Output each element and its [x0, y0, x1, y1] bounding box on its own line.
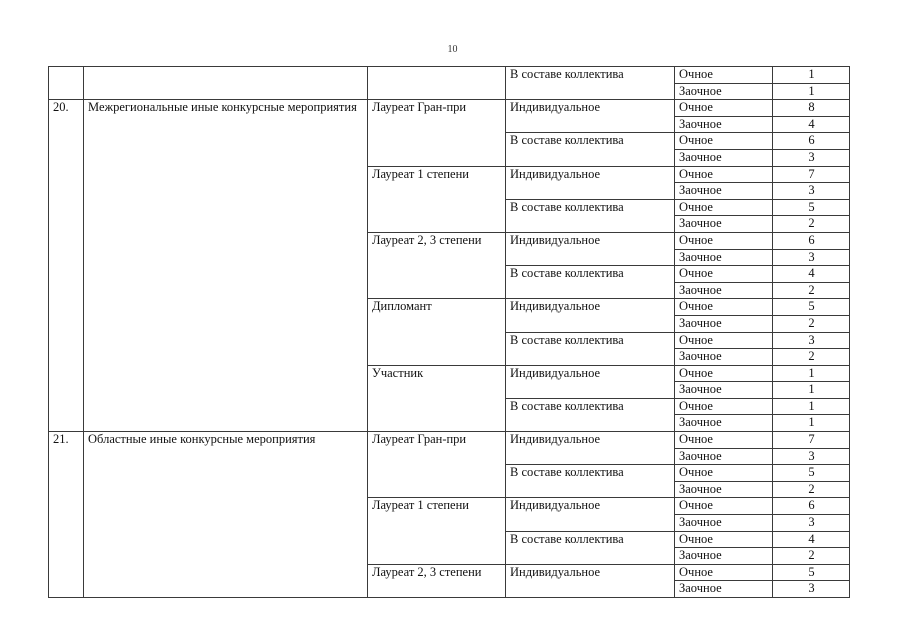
points-value: 8: [773, 100, 850, 117]
points-value: 1: [773, 365, 850, 382]
event-name: Межрегиональные иные конкурсные мероприятия: [84, 100, 368, 432]
participation-mode: Очное: [675, 232, 773, 249]
participation-type: В составе коллектива: [506, 465, 675, 498]
participation-mode: Заочное: [675, 116, 773, 133]
participation-type: В составе коллектива: [506, 398, 675, 431]
points-value: 2: [773, 481, 850, 498]
points-value: 1: [773, 83, 850, 100]
points-value: 3: [773, 448, 850, 465]
participation-mode: Заочное: [675, 216, 773, 233]
participation-type: В составе коллектива: [506, 67, 675, 100]
points-value: 4: [773, 266, 850, 283]
points-value: 6: [773, 498, 850, 515]
participation-mode: Заочное: [675, 315, 773, 332]
award-status: Лауреат 1 степени: [368, 166, 506, 232]
participation-mode: Заочное: [675, 249, 773, 266]
points-value: 3: [773, 581, 850, 598]
award-status: Лауреат 2, 3 степени: [368, 232, 506, 298]
participation-mode: Заочное: [675, 415, 773, 432]
points-value: 5: [773, 465, 850, 482]
event-name: [84, 67, 368, 100]
participation-mode: Очное: [675, 199, 773, 216]
participation-mode: Заочное: [675, 382, 773, 399]
item-number: 21.: [49, 432, 84, 598]
participation-type: Индивидуальное: [506, 100, 675, 133]
participation-mode: Очное: [675, 564, 773, 581]
participation-mode: Очное: [675, 465, 773, 482]
points-value: 3: [773, 515, 850, 532]
participation-mode: Заочное: [675, 481, 773, 498]
participation-type: Индивидуальное: [506, 365, 675, 398]
participation-type: Индивидуальное: [506, 432, 675, 465]
points-value: 1: [773, 382, 850, 399]
points-value: 2: [773, 548, 850, 565]
points-value: 2: [773, 349, 850, 366]
participation-mode: Заочное: [675, 183, 773, 200]
points-value: 2: [773, 282, 850, 299]
points-value: 2: [773, 315, 850, 332]
points-value: 7: [773, 432, 850, 449]
points-value: 4: [773, 116, 850, 133]
participation-mode: Очное: [675, 100, 773, 117]
participation-mode: Заочное: [675, 349, 773, 366]
participation-mode: Очное: [675, 67, 773, 84]
participation-type: В составе коллектива: [506, 199, 675, 232]
table-row: [49, 432, 850, 449]
points-value: 4: [773, 531, 850, 548]
participation-mode: Очное: [675, 166, 773, 183]
participation-mode: Очное: [675, 398, 773, 415]
participation-mode: Очное: [675, 365, 773, 382]
points-value: 6: [773, 232, 850, 249]
award-status: Лауреат 1 степени: [368, 498, 506, 564]
table-body: [49, 67, 850, 598]
participation-type: В составе коллектива: [506, 332, 675, 365]
points-value: 2: [773, 216, 850, 233]
points-value: 5: [773, 564, 850, 581]
participation-mode: Заочное: [675, 282, 773, 299]
points-value: 3: [773, 332, 850, 349]
participation-type: Индивидуальное: [506, 564, 675, 597]
participation-mode: Очное: [675, 332, 773, 349]
points-value: 6: [773, 133, 850, 150]
participation-mode: Заочное: [675, 448, 773, 465]
award-status: Дипломант: [368, 299, 506, 365]
award-status: Лауреат Гран-при: [368, 100, 506, 166]
participation-mode: Заочное: [675, 515, 773, 532]
points-value: 1: [773, 67, 850, 84]
table-row: [49, 100, 850, 117]
participation-type: В составе коллектива: [506, 133, 675, 166]
participation-mode: Очное: [675, 531, 773, 548]
participation-type: В составе коллектива: [506, 531, 675, 564]
participation-mode: Очное: [675, 498, 773, 515]
points-value: 1: [773, 398, 850, 415]
points-value: 3: [773, 149, 850, 166]
participation-mode: Очное: [675, 299, 773, 316]
item-number: 20.: [49, 100, 84, 432]
participation-type: Индивидуальное: [506, 498, 675, 531]
award-status: Лауреат 2, 3 степени: [368, 564, 506, 597]
participation-mode: Заочное: [675, 149, 773, 166]
participation-type: Индивидуальное: [506, 232, 675, 265]
participation-mode: Заочное: [675, 548, 773, 565]
participation-type: В составе коллектива: [506, 266, 675, 299]
participation-type: Индивидуальное: [506, 166, 675, 199]
participation-mode: Очное: [675, 133, 773, 150]
participation-mode: Заочное: [675, 83, 773, 100]
award-status: Участник: [368, 365, 506, 431]
participation-mode: Очное: [675, 266, 773, 283]
award-status: [368, 67, 506, 100]
points-value: 3: [773, 249, 850, 266]
points-value: 5: [773, 299, 850, 316]
points-value: 1: [773, 415, 850, 432]
award-points-table: [48, 66, 850, 598]
page-number: 10: [447, 44, 458, 55]
table-row: [49, 67, 850, 84]
points-value: 7: [773, 166, 850, 183]
participation-mode: Очное: [675, 432, 773, 449]
award-status: Лауреат Гран-при: [368, 432, 506, 498]
points-value: 5: [773, 199, 850, 216]
participation-mode: Заочное: [675, 581, 773, 598]
event-name: Областные иные конкурсные мероприятия: [84, 432, 368, 598]
points-value: 3: [773, 183, 850, 200]
item-number: [49, 67, 84, 100]
participation-type: Индивидуальное: [506, 299, 675, 332]
